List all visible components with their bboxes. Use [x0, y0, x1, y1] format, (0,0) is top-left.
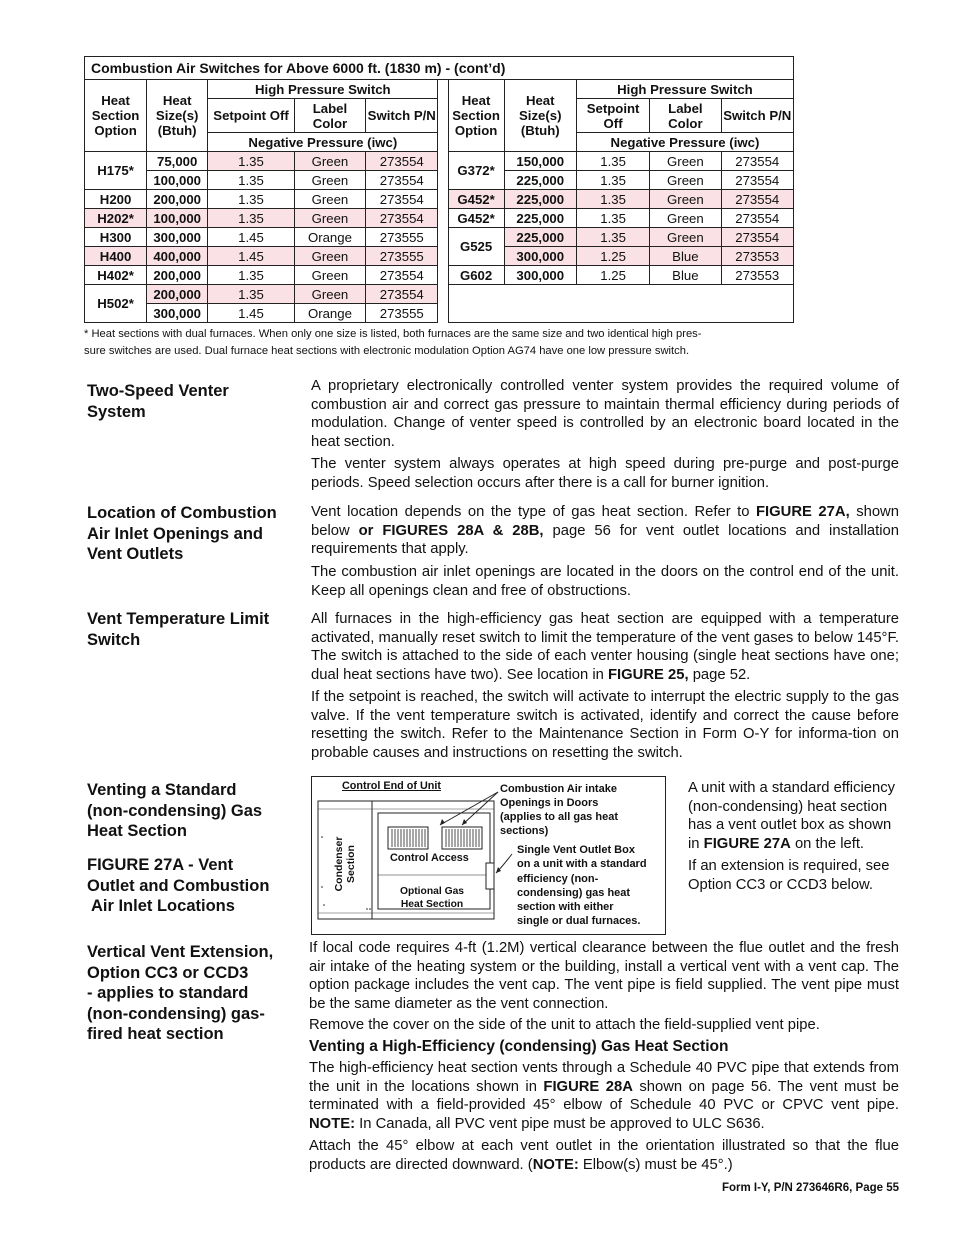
col-header-label-color: Label Color [294, 99, 365, 133]
table-title: Combustion Air Switches for Above 6000 ft. (1830 m) - (cont’d) [85, 57, 794, 80]
table-row: H200 200,000 1.35 Green 273554 G452* 225,000 1.35 Green 273554 [85, 190, 794, 209]
label-control-end: Control End of Unit [342, 780, 441, 792]
heading-vertical-vent: Vertical Vent Extension, Option CC3 or CCD3 - applies to standard (non-condensing) gas- fired heat section [87, 943, 274, 1043]
col-header-size: Heat Size(s) (Btuh) [504, 80, 576, 152]
col-header-high-switch: High Pressure Switch [208, 80, 438, 99]
col-header-setpoint: Setpoint Off [208, 99, 295, 133]
vertical-paragraph-2: Remove the cover on the side of the unit to attach the field-supplied vent pipe. [309, 1017, 820, 1033]
two-speed-paragraph-2: The venter system always operates at high speed during pre-purge and post-purge periods. Speed selection occurs after there is a call for burner ignition. [311, 456, 899, 491]
two-speed-paragraph-1: A proprietary electronically controlled venter system provides the required volume of combustion air and correct gas pressure to maintain thermal efficiency during periods of modulation. Change of venter speed is controlled by an electronic board located in the heat section. [311, 378, 899, 451]
col-header-label-color: Label Color [650, 99, 721, 133]
heading-vent-temp: Vent Temperature Limit Switch [87, 610, 270, 649]
vent-temp-paragraph-1: All furnaces in the high-efficiency gas heat section are equipped with a temperature activated, manually reset switch to limit the temperature of the vent gases to below 145°F. The switch is attached to the side of each venter housing (single heat sections have one; dual heat sections have two). See location in FIGURE 25, page 52. [311, 611, 899, 684]
heading-two-speed-venter: Two-Speed Venter System [87, 382, 229, 421]
figure-caption: FIGURE 27A - Vent Outlet and Combustion Air Inlet Locations [87, 856, 270, 915]
col-header-negative: Negative Pressure (iwc) [208, 133, 438, 152]
table-row: H300 300,000 1.45 Orange 273555 G525 225,000 1.35 Green 273554 [85, 228, 794, 247]
inlet-louver-right [442, 827, 482, 849]
subheading-high-efficiency: Venting a High-Efficiency (condensing) Gas Heat Section [309, 1038, 729, 1055]
label-vent-outlet-box: Single Vent Outlet Box on a unit with a standard efficiency (non- condensing) gas heat section with either single or dual furnaces. [517, 844, 647, 928]
label-condenser-section: Condenser Section [333, 836, 357, 892]
high-eff-paragraph-1: The high-efficiency heat section vents through a Schedule 40 PVC pipe that extends from the unit in the locations shown in FIGURE 28A shown on page 56. The vent must be terminated with a field-provided 45° elbow of Schedule 40 PVC or CPVC vent pipe. NOTE: In Canada, all PVC vent pipe must be approved to ULC S636. [309, 1060, 899, 1133]
col-header-high-switch: High Pressure Switch [576, 80, 793, 99]
table-row: H402* 200,000 1.35 Green 273554 G602 300,000 1.25 Blue 273553 [85, 266, 794, 285]
heading-standard-venting: Venting a Standard (non-condensing) Gas Heat Section [87, 781, 263, 840]
table-row: 100,000 1.35 Green 273554 225,000 1.35 Green 273554 [85, 171, 794, 190]
table-row: H400 400,000 1.45 Green 273555 300,000 1.25 Blue 273553 [85, 247, 794, 266]
table-footnote: * Heat sections with dual furnaces. When only one size is listed, both furnaces are the same size and two identical high pres- sure switches are used. Dual furnace heat sections with electronic modulation Option AG74 have one low pressure switch. [84, 328, 702, 357]
col-header-size: Heat Size(s) (Btuh) [147, 80, 208, 152]
inlet-louver-left [388, 827, 428, 849]
location-paragraph-2: The combustion air inlet openings are located in the doors on the control end of the unit. Keep all openings clean and free of obstructions. [311, 564, 899, 599]
col-header-switch-pn: Switch P/N [721, 99, 793, 133]
location-paragraph-1: Vent location depends on the type of gas heat section. Refer to FIGURE 27A, shown below or FIGURES 28A & 28B, page 56 for vent outlet locations and installation requirements that apply. [311, 504, 899, 558]
col-header-switch-pn: Switch P/N [366, 99, 438, 133]
standard-side-paragraph-2: If an extension is required, see Option CC3 or CCD3 below. [688, 858, 890, 893]
combustion-air-switch-table [84, 56, 794, 327]
heading-location: Location of Combustion Air Inlet Openings and Vent Outlets [87, 504, 277, 563]
table-row: H502* 200,000 1.35 Green 273554 [85, 285, 794, 304]
vertical-paragraph-1: If local code requires 4-ft (1.2M) vertical clearance between the flue outlet and the fresh air intake of the heating system or the building, install a vertical vent with a vent cap. The option package includes the vent cap. The vent pipe is field supplied. The vent pipe must be the same diameter as the vent connection. [309, 940, 899, 1013]
vent-outlet-box [486, 863, 494, 889]
label-inlet-openings: Combustion Air intake Openings in Doors (applies to all gas heat sections) [500, 783, 618, 837]
high-eff-paragraph-2: Attach the 45° elbow at each vent outlet in the orientation illustrated so that the flue products are directed downward. (NOTE: Elbow(s) must be 45°.) [309, 1138, 899, 1173]
table-row: H202* 100,000 1.35 Green 273554 G452* 225,000 1.35 Green 273554 [85, 209, 794, 228]
col-header-negative: Negative Pressure (iwc) [576, 133, 793, 152]
vent-temp-paragraph-2: If the setpoint is reached, the switch will activate to interrupt the electric supply to the gas valve. If the vent temperature switch is activated, identify and correct the cause before resetting the switch. Refer to the Maintenance Section in Form O-Y for informa-tion on probable causes and instructions on resetting the switch. [311, 689, 899, 762]
table-row: H175* 75,000 1.35 Green 273554 G372* 150,000 1.35 Green 273554 [85, 152, 794, 171]
page-footer: Form I-Y, P/N 273646R6, Page 55 [721, 1182, 899, 1194]
label-control-access: Control Access [390, 852, 469, 864]
col-header-option: Heat Section Option [448, 80, 504, 152]
label-optional-heat: Optional Gas Heat Section [399, 886, 465, 910]
table-row: 300,000 1.45 Orange 273555 [85, 304, 794, 323]
col-header-setpoint: Setpoint Off [576, 99, 649, 133]
figure-27a [311, 776, 666, 935]
standard-side-paragraph-1: A unit with a standard efficiency (non-condensing) heat section has a vent outlet box as shown in FIGURE 27A on the left. [688, 780, 896, 853]
col-header-option: Heat Section Option [85, 80, 147, 152]
